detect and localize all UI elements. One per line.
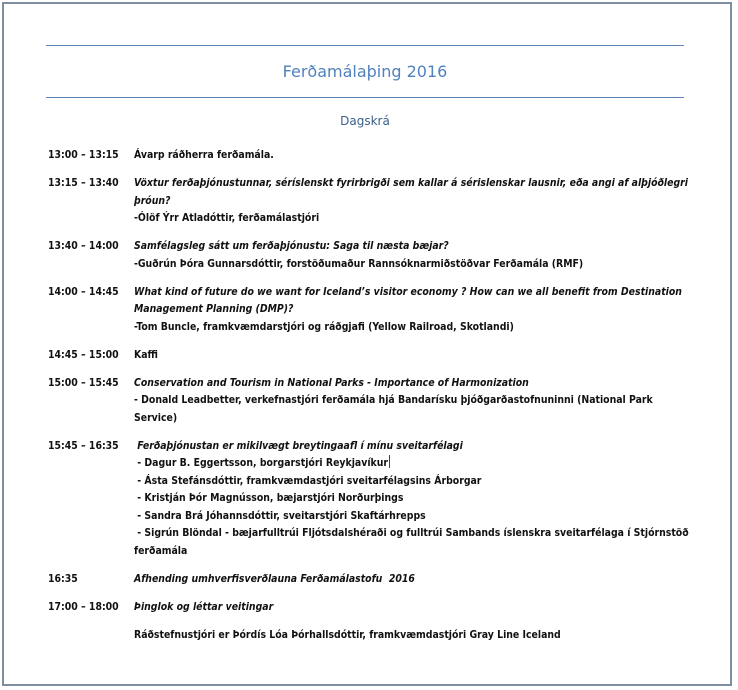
program-item bbox=[48, 147, 698, 165]
program-content bbox=[134, 438, 698, 561]
program-item bbox=[48, 599, 698, 617]
header-top-rule bbox=[46, 45, 684, 46]
program-speaker: - Donald Leadbetter, verkefnastjóri ferðamála hjá Bandarísku þjóðgarðastofnuninni (National Park Service) bbox=[134, 394, 656, 424]
program-item bbox=[48, 375, 698, 428]
text-cursor bbox=[389, 455, 390, 468]
program-speaker: -Ólöf Ýrr Atladóttir, ferðamálastjóri bbox=[134, 212, 320, 224]
program-item bbox=[48, 438, 698, 561]
document-subtitle: Dagskrá bbox=[340, 114, 390, 128]
program-time: 13:15 – 13:40 bbox=[48, 177, 119, 189]
program-content bbox=[134, 175, 698, 228]
program-topic: Samfélagsleg sátt um ferðaþjónustu: Saga til næsta bæjar? bbox=[134, 240, 449, 252]
program-time: 16:35 bbox=[48, 572, 78, 585]
program-content bbox=[134, 375, 698, 428]
program-item bbox=[48, 175, 698, 228]
program-topic: Conservation and Tourism in National Parks - Importance of Harmonization bbox=[134, 376, 529, 389]
program-content bbox=[134, 238, 698, 273]
program-topic: Kaffi bbox=[134, 348, 158, 361]
program-item bbox=[48, 571, 698, 589]
program-speaker: - Sandra Brá Jóhannsdóttir, sveitarstjóri Skaftárhrepps bbox=[134, 509, 426, 522]
program-item bbox=[48, 347, 698, 365]
program-content bbox=[134, 347, 698, 365]
program-time bbox=[48, 627, 134, 645]
program-content bbox=[134, 284, 698, 337]
program-time: 14:45 – 15:00 bbox=[48, 348, 119, 361]
program-content bbox=[134, 627, 698, 645]
program-speaker: - Ásta Stefánsdóttir, framkvæmdastjóri sveitarfélagsins Árborgar bbox=[134, 474, 482, 487]
program-content bbox=[134, 571, 698, 589]
program-topic: Þinglok og léttar veitingar bbox=[134, 600, 274, 613]
program-time: 14:00 – 14:45 bbox=[48, 285, 119, 298]
header-bottom-rule bbox=[46, 97, 684, 98]
program-speaker: -Guðrún Þóra Gunnarsdóttir, forstöðumaður Rannsóknarmiðstöðvar Ferðamála (RMF) bbox=[134, 257, 584, 270]
program-topic: Ávarp ráðherra ferðamála. bbox=[134, 149, 274, 161]
program-list bbox=[48, 147, 698, 655]
program-time: 15:00 – 15:45 bbox=[48, 376, 119, 389]
program-item bbox=[48, 284, 698, 337]
program-speaker: -Tom Buncle, framkvæmdarstjóri og ráðgjafi (Yellow Railroad, Skotlandi) bbox=[134, 320, 514, 333]
program-topic: Vöxtur ferðaþjónustunnar, séríslenskt fyrirbrigði sem kallar á sérislenskar lausnir, eða angi af alþjóðlegri þróun? bbox=[134, 177, 692, 207]
program-time: 17:00 – 18:00 bbox=[48, 600, 119, 613]
program-speaker: - Sigrún Blöndal - bæjarfulltrúi Fljótsdalshéraði og fulltrúi Sambands íslenskra sveitarfélaga í Stjórnstöð ferðamála bbox=[134, 527, 692, 557]
program-content bbox=[134, 599, 698, 617]
document-title: Ferðamálaþing 2016 bbox=[282, 62, 448, 81]
program-time: 15:45 – 16:35 bbox=[48, 439, 119, 452]
program-time: 13:00 – 13:15 bbox=[48, 149, 119, 161]
program-time: 13:40 – 14:00 bbox=[48, 240, 119, 252]
program-topic: Ferðaþjónustan er mikilvægt breytingaafl í mínu sveitarfélagi bbox=[134, 439, 463, 452]
program-topic: What kind of future do we want for Iceland’s visitor economy ? How can we all benefit from Destination Management Planning (DMP)? bbox=[134, 285, 686, 315]
program-topic: Afhending umhverfisverðlauna Ferðamálastofu 2016 bbox=[134, 572, 415, 585]
program-topic: Ráðstefnustjóri er Þórdís Lóa Þórhallsdóttir, framkvæmdastjóri Gray Line Iceland bbox=[134, 628, 561, 641]
program-speaker: - Kristján Þór Magnússon, bæjarstjóri Norðurþings bbox=[134, 492, 404, 504]
program-item bbox=[48, 627, 698, 645]
program-speaker: - Dagur B. Eggertsson, borgarstjóri Reykjavíkur bbox=[134, 457, 389, 469]
program-content bbox=[134, 147, 698, 165]
program-item bbox=[48, 238, 698, 273]
